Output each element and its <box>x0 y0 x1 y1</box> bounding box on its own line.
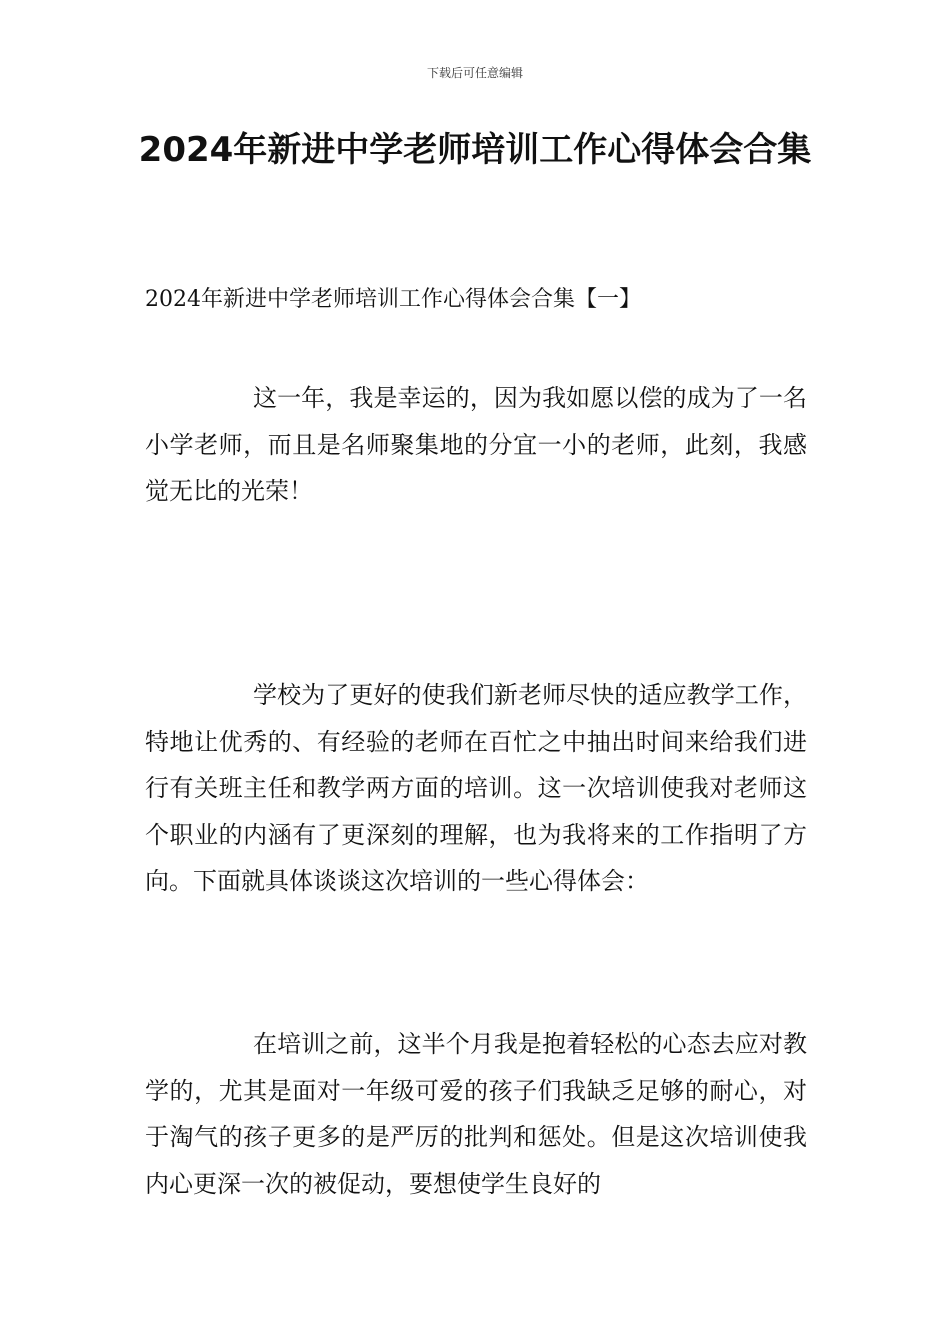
paragraph: 学校为了更好的使我们新老师尽快的适应教学工作，特地让优秀的、有经验的老师在百忙之中抽出时间来给我们进行有关班主任和教学两方面的培训。这一次培训使我对老师这个职业的内涵有了更深刻的理解，也为我将来的工作指明了方向。下面就具体谈谈这次培训的一些心得体会： <box>145 681 807 895</box>
header-note: 下载后可任意编辑 <box>426 66 523 80</box>
section-heading: 2024年新进中学老师培训工作心得体会合集【一】 <box>145 287 641 312</box>
document-title: 2024年新进中学老师培训工作心得体会合集 <box>138 130 812 170</box>
paragraph: 这一年，我是幸运的，因为我如愿以偿的成为了一名小学老师，而且是名师聚集地的分宜一小的老师，此刻，我感觉无比的光荣！ <box>145 384 807 505</box>
paragraph: 在培训之前，这半个月我是抱着轻松的心态去应对教学的，尤其是面对一年级可爱的孩子们我缺乏足够的耐心，对于淘气的孩子更多的是严厉的批判和惩处。但是这次培训使我内心更深一次的被促动，要想使学生良好的 <box>145 1030 807 1198</box>
